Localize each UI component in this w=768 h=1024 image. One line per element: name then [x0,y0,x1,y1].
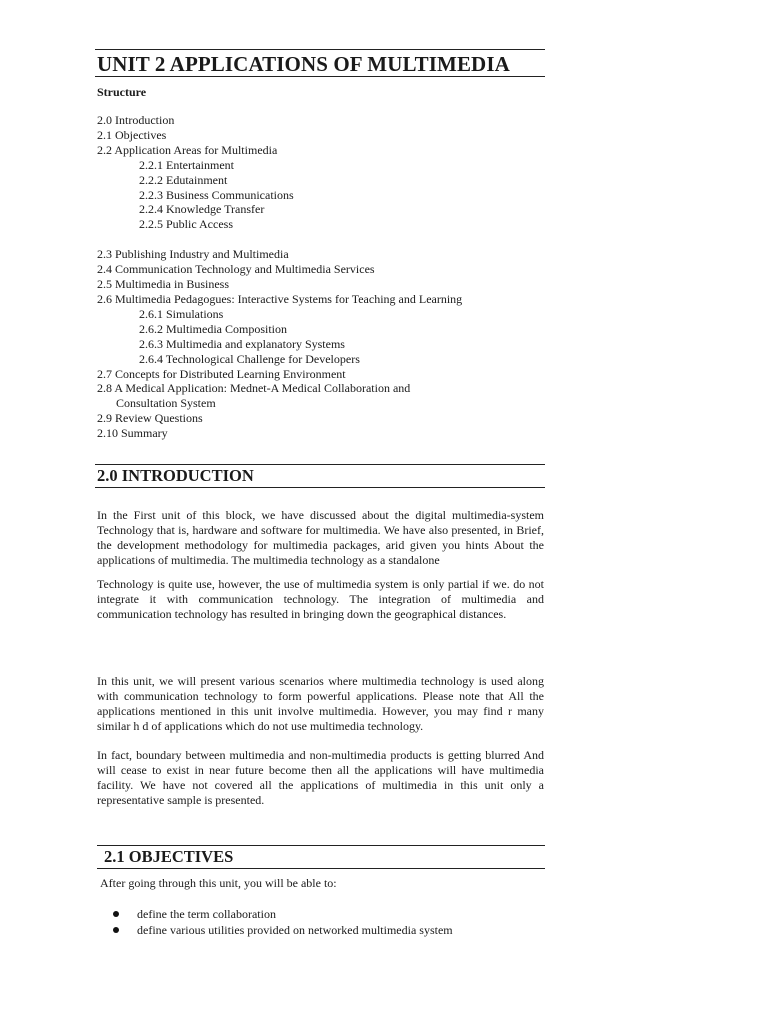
objectives-list [113,906,453,938]
introduction-heading: 2.0 INTRODUCTION [97,466,254,485]
toc-item: 2.2.2 Edutainment [139,172,228,187]
toc-item: 2.7 Concepts for Distributed Learning Environment [97,366,346,381]
toc-item: 2.6.1 Simulations [139,306,224,321]
bullet-icon [113,911,119,917]
intro-bottom-rule [95,487,545,488]
toc-item: 2.8 A Medical Application: Mednet-A Medical Collaboration and [97,381,411,396]
toc-item: 2.2.4 Knowledge Transfer [139,202,265,217]
list-item [113,906,453,922]
intro-paragraph: In the First unit of this block, we have discussed about the digital multimedia-system Technology that is, hardware and software for multimedia. We have also presented, in Brief, the development methodology for multimedia packages, arid given you hints About the applications of multimedia. The multimedia technology as a standalone [97,508,544,567]
toc-item: 2.2 Application Areas for Multimedia [97,142,278,157]
title-bottom-rule [95,76,545,77]
toc-item: Consultation System [116,396,216,411]
structure-label: Structure [97,85,147,99]
toc-item: 2.3 Publishing Industry and Multimedia [97,247,289,262]
intro-paragraph: In this unit, we will present various scenarios where multimedia technology is used along with communication technology to form powerful applications. Please note that All the applications mentioned in this unit involve multimedia. However, you may find r many similar h d of applications which do not use multimedia technology. [97,674,544,733]
intro-top-rule [95,464,545,465]
toc-item: 2.6.2 Multimedia Composition [139,321,288,336]
list-item-text: define various utilities provided on networked multimedia system [137,923,453,937]
toc-item: 2.6.4 Technological Challenge for Developers [139,351,360,366]
toc-item: 2.9 Review Questions [97,411,203,426]
toc-item: 2.5 Multimedia in Business [97,277,229,292]
toc-item: 2.6.3 Multimedia and explanatory Systems [139,336,345,351]
unit-title: UNIT 2 APPLICATIONS OF MULTIMEDIA [97,52,510,76]
table-of-contents [97,113,557,441]
toc-item: 2.10 Summary [97,426,168,441]
toc-item: 2.1 Objectives [97,127,167,142]
title-top-rule [95,49,545,50]
toc-item: 2.0 Introduction [97,113,175,127]
objectives-top-rule [97,845,545,846]
toc-item: 2.2.5 Public Access [139,217,233,232]
intro-paragraph: Technology is quite use, however, the use of multimedia system is only partial if we. do not integrate it with communication technology. The integration of multimedia and communication technology has resulted in bringing down the geographical distances. [97,577,544,621]
toc-item: 2.6 Multimedia Pedagogues: Interactive Systems for Teaching and Learning [97,291,463,306]
objectives-heading: 2.1 OBJECTIVES [104,847,234,866]
list-item [113,922,453,938]
objectives-intro: After going through this unit, you will be able to: [100,876,337,890]
toc-item: 2.4 Communication Technology and Multimedia Services [97,262,375,277]
toc-item: 2.2.1 Entertainment [139,157,234,172]
list-item-text: define the term collaboration [137,907,276,921]
objectives-bottom-rule [97,868,545,869]
bullet-icon [113,927,119,933]
toc-item: 2.2.3 Business Communications [139,187,294,202]
intro-paragraph: In fact, boundary between multimedia and non-multimedia products is getting blurred And will cease to exist in near future become then all the applications will have multimedia facility. We have not covered all the applications of multimedia in this unit only a representative sample is presented. [97,748,544,807]
